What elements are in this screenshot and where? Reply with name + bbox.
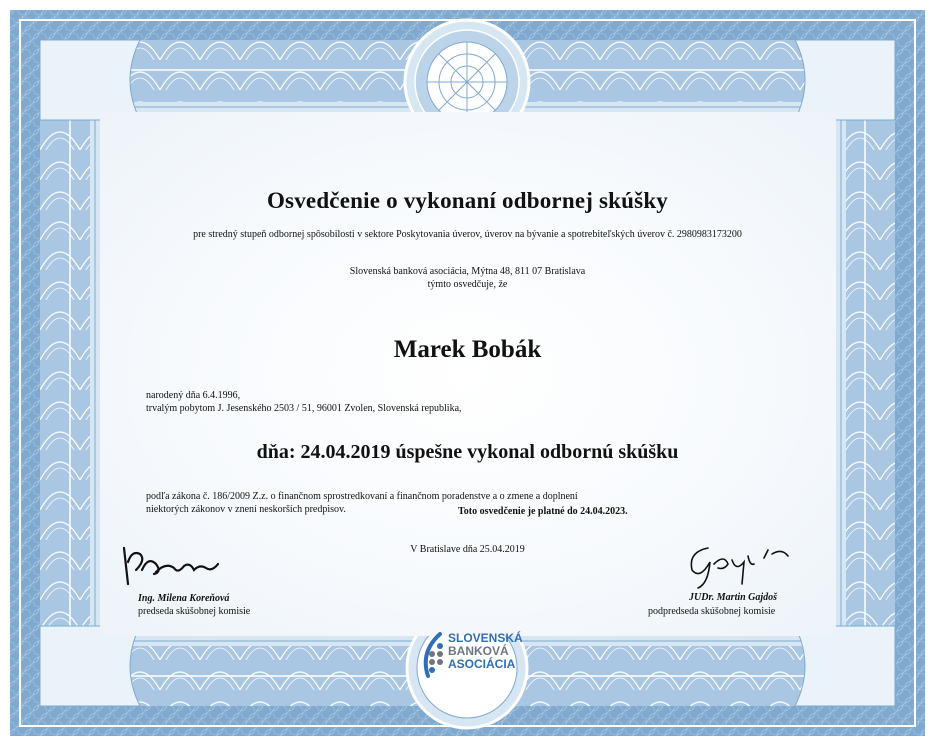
logo-line-1: SLOVENSKÁ (448, 631, 523, 645)
left-signatory-role: predseda skúšobnej komisie (138, 606, 251, 617)
certificate-title: Osvedčenie o vykonaní odbornej skúšky (266, 188, 669, 213)
holder-name: Marek Bobák (393, 336, 542, 363)
validity-statement: Toto osvedčenie je platné do 24.04.2023. (458, 506, 628, 517)
law-line-1: podľa zákona č. 186/2009 Z.z. o finančnom sprostredkovaní a finančnom poradenstve a o zmene a doplnení (146, 491, 578, 502)
left-signature (118, 542, 228, 592)
logo-line-3: ASOCIÁCIA (448, 657, 516, 671)
issuer-line: Slovenská banková asociácia, Mýtna 48, 811 07 Bratislava (349, 266, 586, 277)
residence-line: trvalým pobytom J. Jesenského 2503 / 51, 96001 Zvolen, Slovenská republika, (146, 403, 462, 414)
sba-logo (418, 624, 528, 688)
right-signature (684, 540, 804, 592)
left-signatory-name: Ing. Milena Koreňová (138, 593, 230, 604)
right-signatory-name: JUDr. Martin Gajdoš (689, 592, 778, 603)
issuer-block (0, 265, 935, 291)
right-signatory-role: podpredseda skúšobnej komisie (648, 606, 776, 617)
exam-statement: dňa: 24.04.2019 úspešne vykonal odbornú skúšku (256, 441, 679, 463)
born-line: narodený dňa 6.4.1996, (146, 390, 241, 401)
logo-line-2: BANKOVÁ (448, 644, 509, 658)
law-line-2: niektorých zákonov v znení neskorších predpisov. (146, 504, 346, 515)
holder-details (146, 389, 462, 415)
certifies-line: týmto osvedčuje, že (427, 279, 508, 290)
place-date: V Bratislave dňa 25.04.2019 (410, 544, 525, 555)
certificate-subtitle: pre stredný stupeň odbornej spôsobilosti v sektore Poskytovania úverov, úverov na bývanie a spotrebiteľských úverov č. 2980983173200 (193, 229, 742, 240)
